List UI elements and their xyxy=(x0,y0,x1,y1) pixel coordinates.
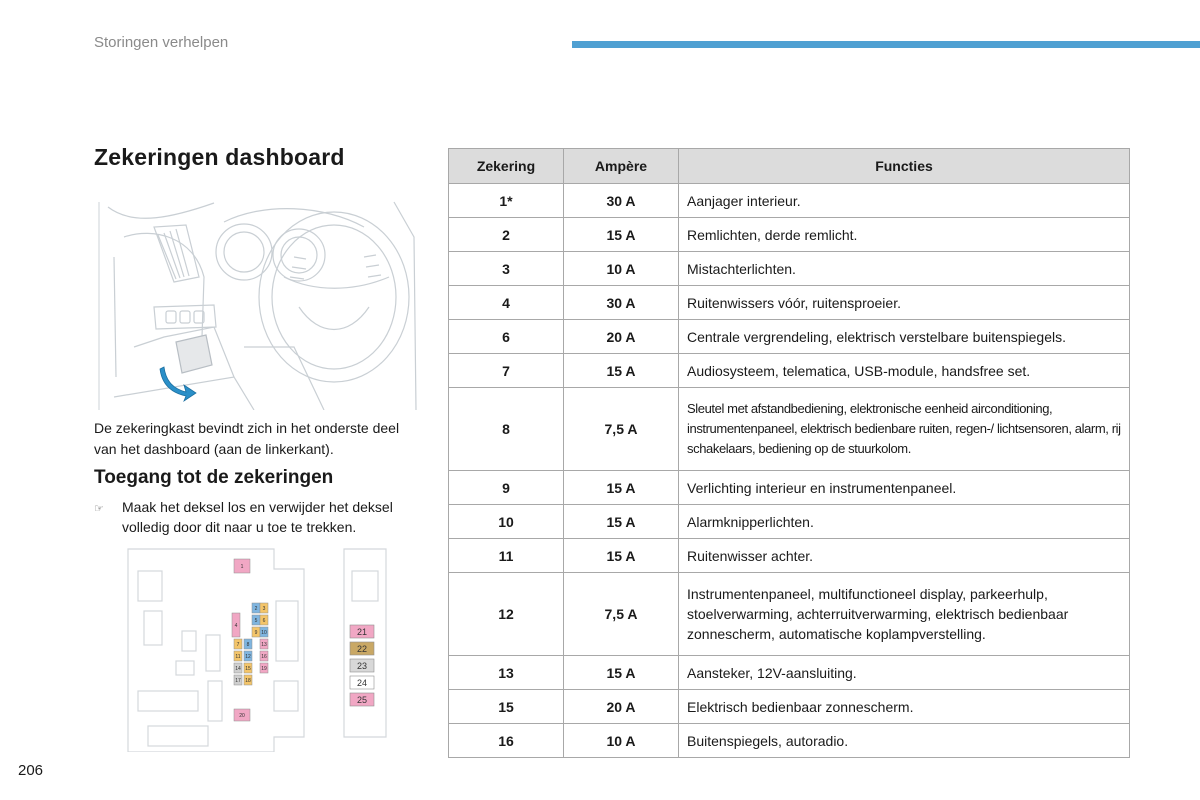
fuse-cell: 3 xyxy=(449,252,564,286)
header-fuse: Zekering xyxy=(449,149,564,184)
dashboard-illustration xyxy=(94,197,420,410)
fusebox-diagram xyxy=(124,541,390,752)
side-fuse-label: 22 xyxy=(356,644,368,654)
header-functions: Functies xyxy=(679,149,1130,184)
fuse-label: 3 xyxy=(262,606,266,612)
access-instruction-text: Maak het deksel los en verwijder het deksel volledig door dit naar u toe te trekken. xyxy=(122,499,393,535)
function-cell: Remlichten, derde remlicht. xyxy=(679,218,1130,252)
fuse-label: 6 xyxy=(262,618,266,624)
fuse-cell: 9 xyxy=(449,471,564,505)
function-cell: Buitenspiegels, autoradio. xyxy=(679,724,1130,758)
amp-cell: 15 A xyxy=(564,471,679,505)
amp-cell: 30 A xyxy=(564,184,679,218)
table-header-row xyxy=(449,149,1130,184)
fuse-label: 9 xyxy=(254,630,258,636)
amp-cell: 15 A xyxy=(564,539,679,573)
fuse-cell: 4 xyxy=(449,286,564,320)
table-row xyxy=(449,252,1130,286)
fuse-cell: 16 xyxy=(449,724,564,758)
function-cell: Sleutel met afstandbediening, elektronische eenheid airconditioning, instrumentenpaneel, elektrisch bedienbare ruiten, regen-/ lichtsensoren, alarm, rij schakelaars, bediening op de stuurkolom. xyxy=(679,388,1130,471)
fuse-cell: 10 xyxy=(449,505,564,539)
fuse-label: 15 xyxy=(245,666,251,672)
fuse-cell: 7 xyxy=(449,354,564,388)
side-fuse-label: 25 xyxy=(356,695,368,705)
fuse-cell: 15 xyxy=(449,690,564,724)
fuse-cell: 11 xyxy=(449,539,564,573)
function-cell: Centrale vergrendeling, elektrisch verstelbare buitenspiegels. xyxy=(679,320,1130,354)
table-row xyxy=(449,184,1130,218)
fuse-label: 11 xyxy=(235,654,241,660)
fuse-label: 12 xyxy=(245,654,251,660)
page-number: 206 xyxy=(18,762,44,779)
table-row xyxy=(449,471,1130,505)
access-title: Toegang tot de zekeringen xyxy=(94,467,334,488)
fuse-label: 20 xyxy=(239,713,245,719)
table-row xyxy=(449,320,1130,354)
side-fuse-label: 21 xyxy=(356,627,368,637)
fuse-cell: 12 xyxy=(449,573,564,656)
header-accent-bar xyxy=(572,41,1200,48)
fuse-label: 2 xyxy=(254,606,258,612)
amp-cell: 10 A xyxy=(564,724,679,758)
function-cell: Instrumentenpaneel, multifunctioneel display, parkeerhulp, stoelverwarming, achterruitverwarming, elektrisch bedienbaar zonnescherm, automatische koplampverstelling. xyxy=(679,573,1130,656)
fuse-cell: 13 xyxy=(449,656,564,690)
amp-cell: 15 A xyxy=(564,505,679,539)
table-row xyxy=(449,573,1130,656)
table-row xyxy=(449,656,1130,690)
table-row xyxy=(449,388,1130,471)
location-description: De zekeringkast bevindt zich in het onderste deel van het dashboard (aan de linkerkant). xyxy=(94,420,400,457)
side-fuse-label: 24 xyxy=(356,678,368,688)
function-cell: Aansteker, 12V-aansluiting. xyxy=(679,656,1130,690)
side-fuse-label: 23 xyxy=(356,661,368,671)
fuse-label: 19 xyxy=(261,666,267,672)
function-cell: Alarmknipperlichten. xyxy=(679,505,1130,539)
amp-cell: 20 A xyxy=(564,320,679,354)
fuse-label: 13 xyxy=(261,642,267,648)
amp-cell: 15 A xyxy=(564,218,679,252)
fuse-label: 14 xyxy=(235,666,241,672)
function-cell: Elektrisch bedienbaar zonnescherm. xyxy=(679,690,1130,724)
amp-cell: 20 A xyxy=(564,690,679,724)
amp-cell: 10 A xyxy=(564,252,679,286)
fuse-cell: 8 xyxy=(449,388,564,471)
table-row xyxy=(449,354,1130,388)
fuse-table xyxy=(448,148,1130,758)
amp-cell: 7,5 A xyxy=(564,388,679,471)
header-amp: Ampère xyxy=(564,149,679,184)
side-fuse-group xyxy=(350,625,374,706)
fuse-cell: 2 xyxy=(449,218,564,252)
table-row xyxy=(449,286,1130,320)
fuse-group xyxy=(232,559,268,721)
fuse-label: 10 xyxy=(261,630,267,636)
amp-cell: 30 A xyxy=(564,286,679,320)
table-row xyxy=(449,218,1130,252)
fuse-label: 18 xyxy=(245,678,251,684)
function-cell: Mistachterlichten. xyxy=(679,252,1130,286)
function-cell: Audiosysteem, telematica, USB-module, handsfree set. xyxy=(679,354,1130,388)
fuse-label: 8 xyxy=(246,642,250,648)
table-row xyxy=(449,539,1130,573)
table-row xyxy=(449,724,1130,758)
hand-pointer-icon: ☞ xyxy=(94,503,104,515)
table-row xyxy=(449,505,1130,539)
fuse-label: 1 xyxy=(240,564,244,570)
fuse-cell: 6 xyxy=(449,320,564,354)
table-row xyxy=(449,690,1130,724)
amp-cell: 15 A xyxy=(564,656,679,690)
function-cell: Ruitenwisser achter. xyxy=(679,539,1130,573)
fuse-label: 4 xyxy=(234,623,238,629)
function-cell: Ruitenwissers vóór, ruitensproeier. xyxy=(679,286,1130,320)
function-cell: Verlichting interieur en instrumentenpaneel. xyxy=(679,471,1130,505)
fuse-label: 5 xyxy=(254,618,258,624)
fuse-label: 7 xyxy=(236,642,240,648)
fuse-label: 17 xyxy=(235,678,241,684)
amp-cell: 7,5 A xyxy=(564,573,679,656)
fuse-label: 16 xyxy=(261,654,267,660)
section-label: Storingen verhelpen xyxy=(94,34,229,51)
fuse-cell: 1* xyxy=(449,184,564,218)
function-cell: Aanjager interieur. xyxy=(679,184,1130,218)
access-instruction xyxy=(94,497,424,537)
page-title: Zekeringen dashboard xyxy=(94,144,345,170)
amp-cell: 15 A xyxy=(564,354,679,388)
